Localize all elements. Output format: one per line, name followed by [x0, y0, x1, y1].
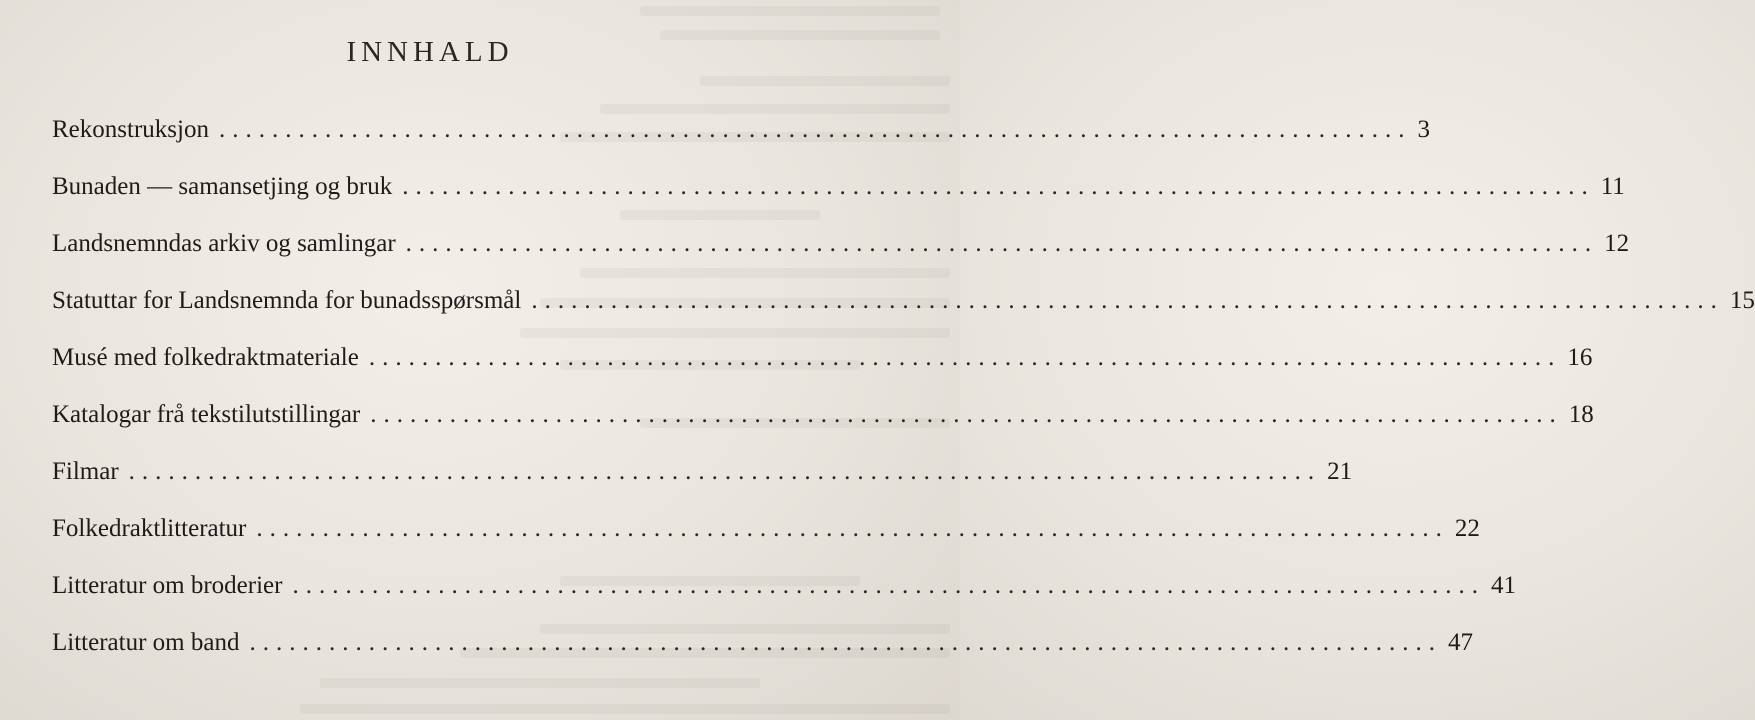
toc-entry-title: Folkedraktlitteratur	[52, 515, 247, 542]
toc-entry	[52, 621, 1473, 678]
dot-leader: ..........................................................................................	[402, 173, 1595, 200]
toc-entry-title: Bunaden — samansetjing og bruk	[52, 173, 393, 200]
toc-entry-title: Litteratur om broderier	[52, 572, 283, 599]
toc-entry-title: Katalogar frå tekstilutstillingar	[52, 401, 361, 428]
dot-leader: ..........................................................................................	[370, 401, 1563, 428]
toc-entry	[52, 507, 1480, 564]
toc-entry-page: 18	[1568, 401, 1594, 428]
dot-leader: ..........................................................................................	[405, 230, 1599, 257]
toc-entry	[52, 108, 1430, 165]
dot-leader: ..........................................................................................	[128, 458, 1322, 485]
dot-leader: ..........................................................................................	[256, 515, 1449, 542]
dot-leader: ..........................................................................................	[368, 344, 1562, 371]
contents-heading: INNHALD	[346, 36, 514, 68]
toc-entry-page: 47	[1447, 629, 1473, 656]
toc-entry	[52, 336, 1593, 393]
toc-entry	[52, 222, 1630, 279]
toc-entry-page: 41	[1490, 572, 1516, 599]
toc-entry	[52, 564, 1516, 621]
toc-entry-page: 21	[1327, 458, 1353, 485]
toc-entry	[52, 450, 1353, 507]
toc-entry-page: 3	[1417, 116, 1430, 143]
toc-entry-title: Litteratur om band	[52, 629, 240, 656]
toc-entry-page: 16	[1567, 344, 1593, 371]
toc-entry-page: 15	[1729, 287, 1755, 314]
toc-entry-title: Filmar	[52, 458, 119, 485]
toc-entry-page: 11	[1600, 173, 1625, 200]
toc-entry-title: Musé med folkedraktmateriale	[52, 344, 359, 371]
toc-entry-title: Rekonstruksjon	[52, 116, 209, 143]
table-of-contents	[52, 108, 1755, 678]
toc-entry-page: 22	[1454, 515, 1480, 542]
dot-leader: ..........................................................................................	[218, 116, 1412, 143]
toc-entry-title: Statuttar for Landsnemnda for bunadsspørsmål	[52, 287, 522, 314]
toc-entry-title: Landsnemndas arkiv og samlingar	[52, 230, 396, 257]
dot-leader: ..........................................................................................	[531, 287, 1724, 314]
toc-entry	[52, 393, 1594, 450]
toc-entry-page: 12	[1604, 230, 1630, 257]
toc-entry	[52, 279, 1755, 336]
dot-leader: ..........................................................................................	[249, 629, 1442, 656]
toc-entry	[52, 165, 1625, 222]
dot-leader: ..........................................................................................	[292, 572, 1485, 599]
